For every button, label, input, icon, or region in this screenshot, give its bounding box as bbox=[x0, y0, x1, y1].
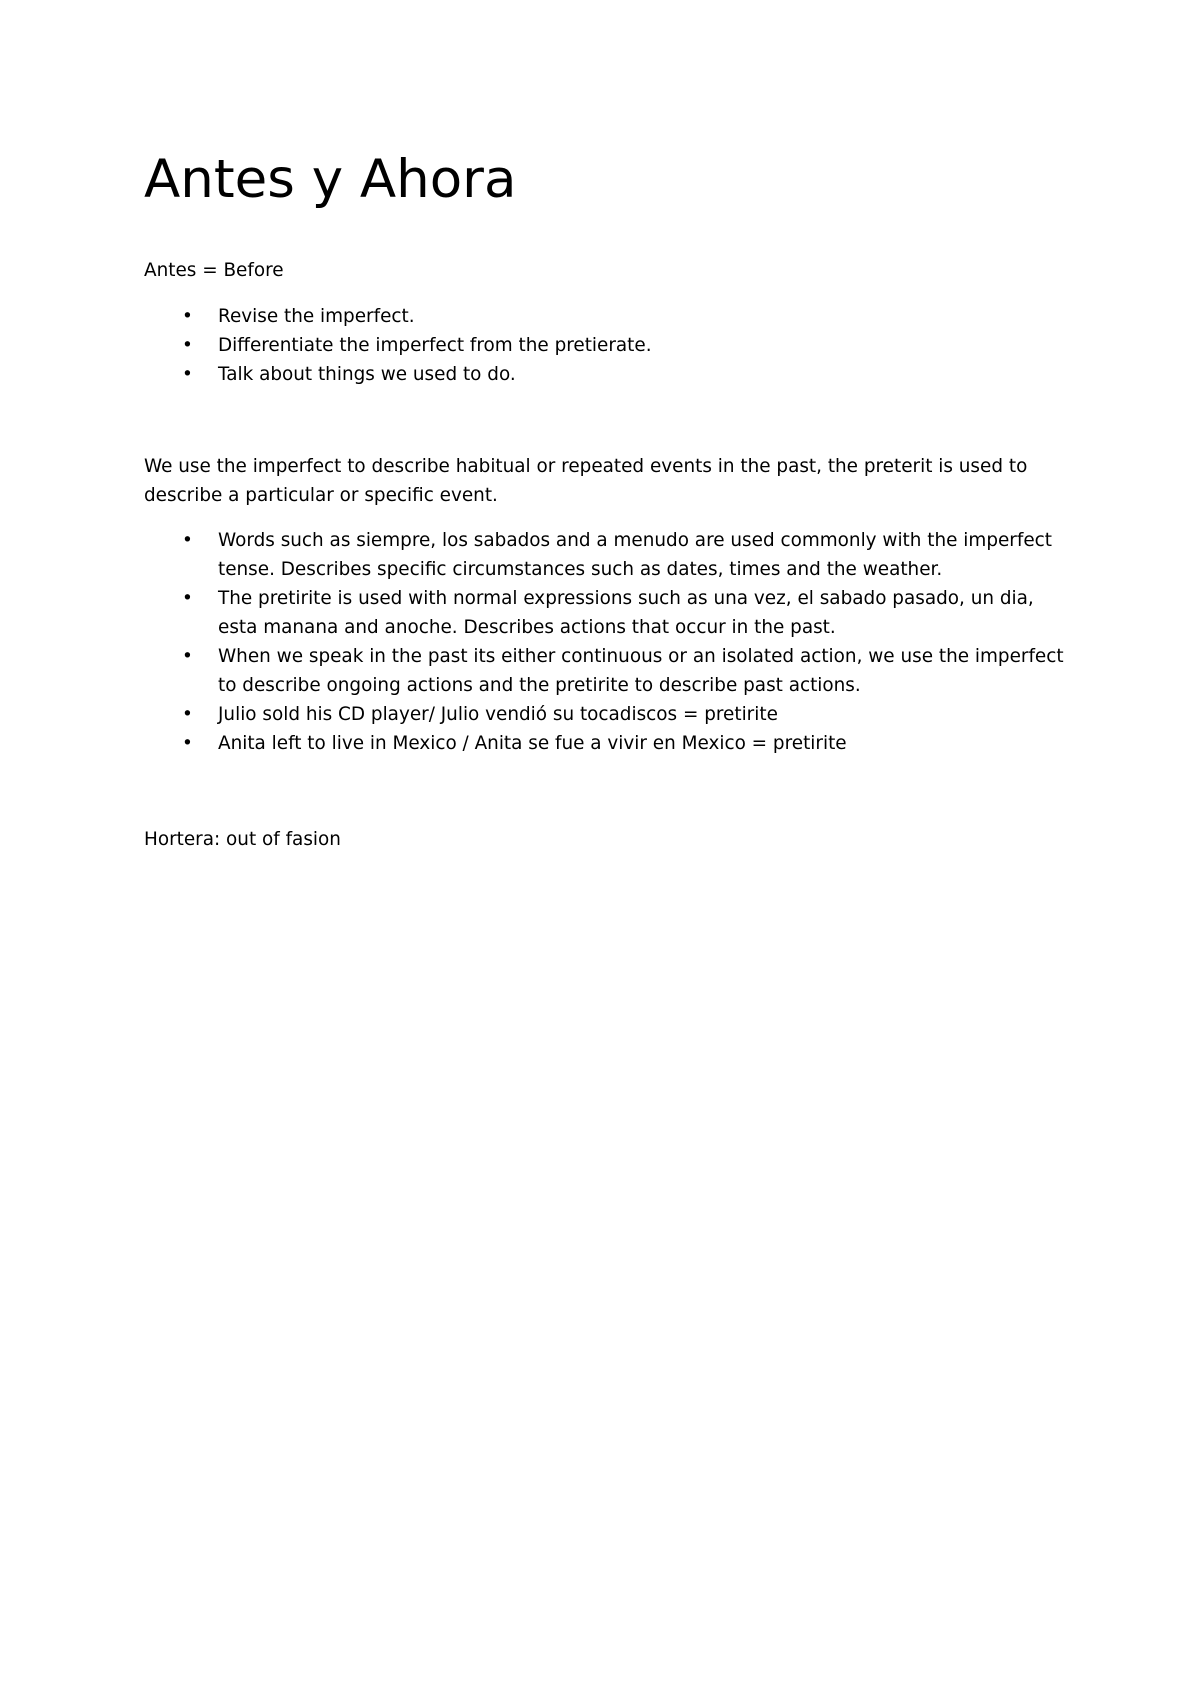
list-item bbox=[144, 700, 1064, 729]
bullet-icon: • bbox=[182, 646, 193, 667]
bullet-icon: • bbox=[182, 364, 193, 385]
list-item bbox=[144, 642, 1064, 700]
list-item-text: The pretirite is used with normal expressions such as una vez, el sabado pasado, un dia, esta manana and anoche. Describes actions that occur in the past. bbox=[218, 588, 1034, 638]
bullet-icon: • bbox=[182, 733, 193, 754]
list-item-text: When we speak in the past its either continuous or an isolated action, we use the imperfect to describe ongoing actions and the pretirite to describe past actions. bbox=[218, 646, 1064, 696]
list-item bbox=[144, 302, 1064, 331]
list-item-text: Julio sold his CD player/ Julio vendió su tocadiscos = pretirite bbox=[218, 704, 778, 725]
bullet-icon: • bbox=[182, 335, 193, 356]
bullet-icon: • bbox=[182, 588, 193, 609]
page-title: Antes y Ahora bbox=[144, 149, 517, 210]
list-item bbox=[144, 584, 1064, 642]
list-item bbox=[144, 729, 1064, 758]
notes-list bbox=[144, 526, 1064, 758]
objectives-list bbox=[144, 302, 1064, 389]
bullet-icon: • bbox=[182, 306, 193, 327]
antes-definition: Antes = Before bbox=[144, 260, 284, 281]
bullet-icon: • bbox=[182, 530, 193, 551]
bullet-icon: • bbox=[182, 704, 193, 725]
list-item bbox=[144, 360, 1064, 389]
list-item-text: Words such as siempre, los sabados and a menudo are used commonly with the imperfect tense. Describes specific circumstances such as dates, times and the weather. bbox=[218, 530, 1052, 580]
list-item-text: Talk about things we used to do. bbox=[218, 364, 516, 385]
vocab-line: Hortera: out of fasion bbox=[144, 829, 341, 850]
list-item-text: Anita left to live in Mexico / Anita se fue a vivir en Mexico = pretirite bbox=[218, 733, 847, 754]
list-item bbox=[144, 526, 1064, 584]
list-item-text: Differentiate the imperfect from the pretierate. bbox=[218, 335, 652, 356]
list-item-text: Revise the imperfect. bbox=[218, 306, 415, 327]
intro-paragraph: We use the imperfect to describe habitual or repeated events in the past, the preterit is used to describe a particular or specific event. bbox=[144, 456, 1028, 506]
list-item bbox=[144, 331, 1064, 360]
